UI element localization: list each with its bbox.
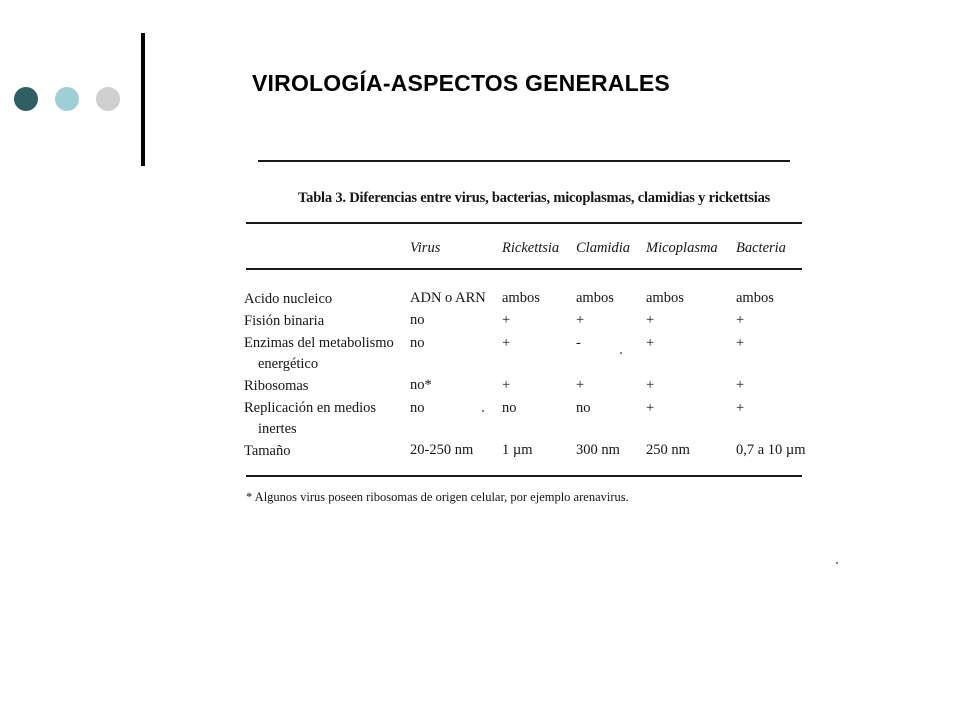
- cell-clamidia: +: [576, 377, 585, 393]
- header-bacteria: Bacteria: [736, 240, 786, 256]
- header-virus: Virus: [410, 240, 441, 256]
- cell-rickettsia: +: [502, 335, 511, 351]
- row-label-ribosomas: Ribosomas: [244, 378, 309, 394]
- dot-dark: [14, 87, 38, 111]
- cell-clamidia: ambos: [576, 290, 614, 306]
- header-micoplasma: Micoplasma: [646, 240, 718, 256]
- bottom-rule: [246, 475, 802, 477]
- top-rule: [258, 160, 790, 162]
- cell-clamidia: +: [576, 312, 585, 328]
- cell-virus: no: [410, 400, 425, 416]
- cell-rickettsia: +: [502, 312, 511, 328]
- cell-rickettsia: ambos: [502, 290, 540, 306]
- cell-rickettsia: +: [502, 377, 511, 393]
- dot-gray: [96, 87, 120, 111]
- cell-virus: ADN o ARN: [410, 290, 486, 306]
- cell-virus: no: [410, 312, 425, 328]
- cell-clamidia: no: [576, 400, 591, 416]
- cell-micoplasma: +: [646, 400, 655, 416]
- row-label-replicacion-cont: inertes: [258, 421, 297, 437]
- row-label-enzimas-cont: energético: [258, 356, 319, 372]
- cell-bacteria: +: [736, 335, 745, 351]
- table-caption: Tabla 3. Diferencias entre virus, bacterias, micoplasmas, clamidias y rickettsias: [298, 190, 771, 206]
- cell-micoplasma: +: [646, 335, 655, 351]
- cell-virus: 20-250 nm: [410, 442, 474, 458]
- slide-title: VIROLOGÍA-ASPECTOS GENERALES: [252, 70, 670, 96]
- scanned-table: [240, 150, 808, 520]
- cell-clamidia: 300 nm: [576, 442, 620, 458]
- header-clamidia: Clamidia: [576, 240, 630, 256]
- cell-virus: no*: [410, 377, 432, 393]
- table-footnote: * Algunos virus poseen ribosomas de origen celular, por ejemplo arenavirus.: [246, 490, 629, 504]
- cell-bacteria: +: [736, 312, 745, 328]
- cell-virus: no: [410, 335, 425, 351]
- cell-clamidia: -: [576, 335, 581, 351]
- row-label-acido-nucleico: Acido nucleico: [244, 291, 333, 307]
- vertical-divider: [141, 33, 145, 166]
- cell-micoplasma: +: [646, 377, 655, 393]
- header-rickettsia: Rickettsia: [502, 240, 560, 256]
- row-label-replicacion: Replicación en medios: [244, 400, 377, 416]
- cell-bacteria: +: [736, 377, 745, 393]
- dot-light-teal: [55, 87, 79, 111]
- header-rule: [246, 268, 802, 270]
- cell-micoplasma: 250 nm: [646, 442, 690, 458]
- cell-bacteria: +: [736, 400, 745, 416]
- row-label-tamano: Tamaño: [244, 443, 291, 459]
- cell-micoplasma: ambos: [646, 290, 684, 306]
- scan-speck: [620, 352, 622, 354]
- cell-bacteria: 0,7 a 10 µm: [736, 442, 806, 458]
- cell-bacteria: ambos: [736, 290, 774, 306]
- scan-speck: [836, 562, 838, 564]
- caption-rule: [246, 222, 802, 224]
- row-label-enzimas: Enzimas del metabolismo: [244, 335, 394, 351]
- row-label-fision-binaria: Fisión binaria: [244, 313, 325, 329]
- cell-micoplasma: +: [646, 312, 655, 328]
- cell-rickettsia: 1 µm: [502, 442, 533, 458]
- cell-rickettsia: no: [502, 400, 517, 416]
- scan-speck: [482, 410, 484, 412]
